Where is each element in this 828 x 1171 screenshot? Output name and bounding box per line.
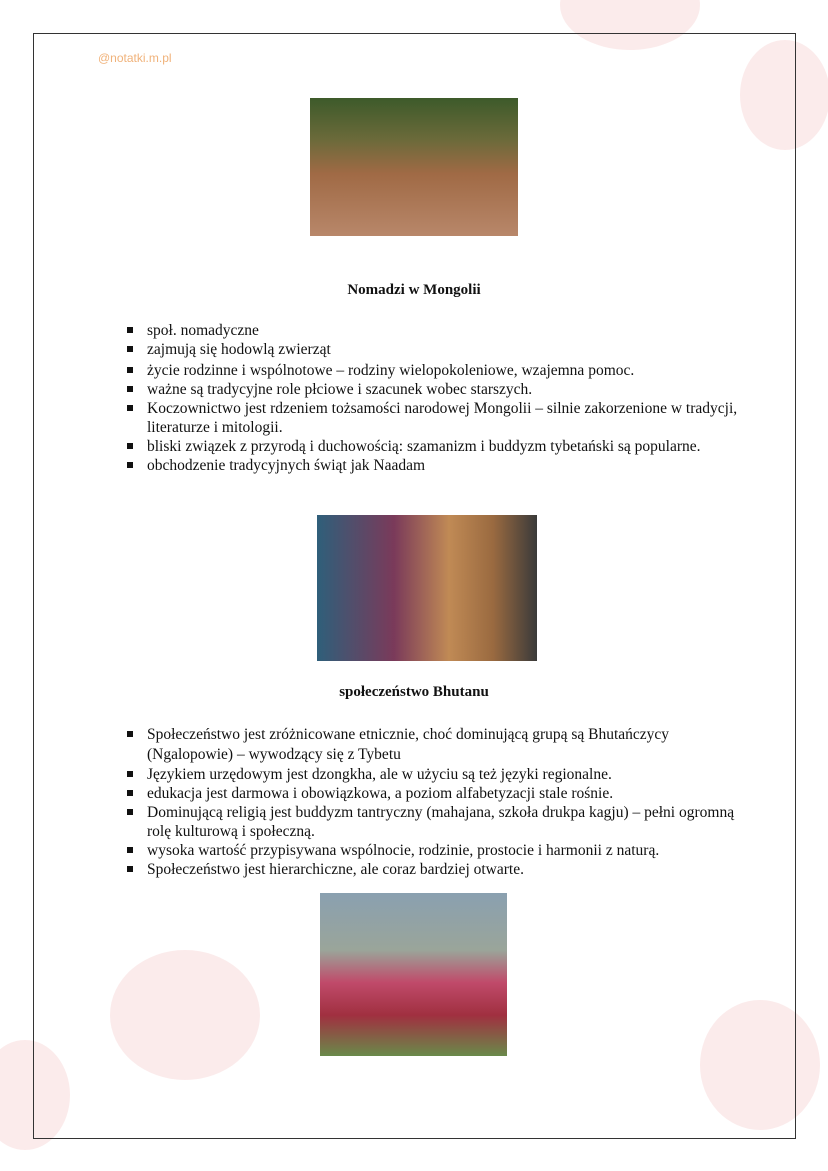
list-item: zajmują się hodowlą zwierząt: [120, 340, 740, 359]
section-title-bhutan: społeczeństwo Bhutanu: [339, 684, 489, 700]
list-item: obchodzenie tradycyjnych świąt jak Naadam: [120, 456, 740, 475]
list-item: ważne są tradycyjne role płciowe i szacunek wobec starszych.: [120, 380, 740, 399]
list-item: Koczownictwo jest rdzeniem tożsamości narodowej Mongolii – silnie zakorzenione w tradycji, literaturze i mitologii.: [120, 399, 740, 437]
section-title-mongolia: Nomadzi w Mongolii: [347, 282, 481, 298]
list-item: edukacja jest darmowa i obowiązkowa, a poziom alfabetyzacji stale rośnie.: [120, 784, 750, 803]
mongolia-list: [120, 321, 740, 475]
list-item: życie rodzinne i wspólnotowe – rodziny wielopokoleniowe, wzajemna pomoc.: [120, 361, 740, 380]
list-item: Społeczeństwo jest zróżnicowane etnicznie, choć dominującą grupą są Bhutańczycy (Ngalopowie) – wywodzący się z Tybetu: [120, 725, 750, 765]
list-item: społ. nomadyczne: [120, 321, 740, 340]
watermark: @notatki.m.pl: [98, 51, 172, 65]
list-item: Społeczeństwo jest hierarchiczne, ale coraz bardziej otwarte.: [120, 860, 750, 879]
bhutan-list: [120, 725, 750, 879]
list-item: Językiem urzędowym jest dzongkha, ale w użyciu są też języki regionalne.: [120, 765, 750, 784]
photo-bhutan: [320, 893, 507, 1056]
photo-tribe: [310, 98, 518, 236]
list-item: wysoka wartość przypisywana wspólnocie, rodzinie, prostocie i harmonii z naturą.: [120, 841, 750, 860]
list-item: bliski związek z przyrodą i duchowością: szamanizm i buddyzm tybetański są popularne.: [120, 437, 740, 456]
list-item: Dominującą religią jest buddyzm tantryczny (mahajana, szkoła drukpa kagju) – pełni ogromną rolę kulturową i społeczną.: [120, 803, 750, 841]
photo-mongolia: [317, 515, 537, 661]
